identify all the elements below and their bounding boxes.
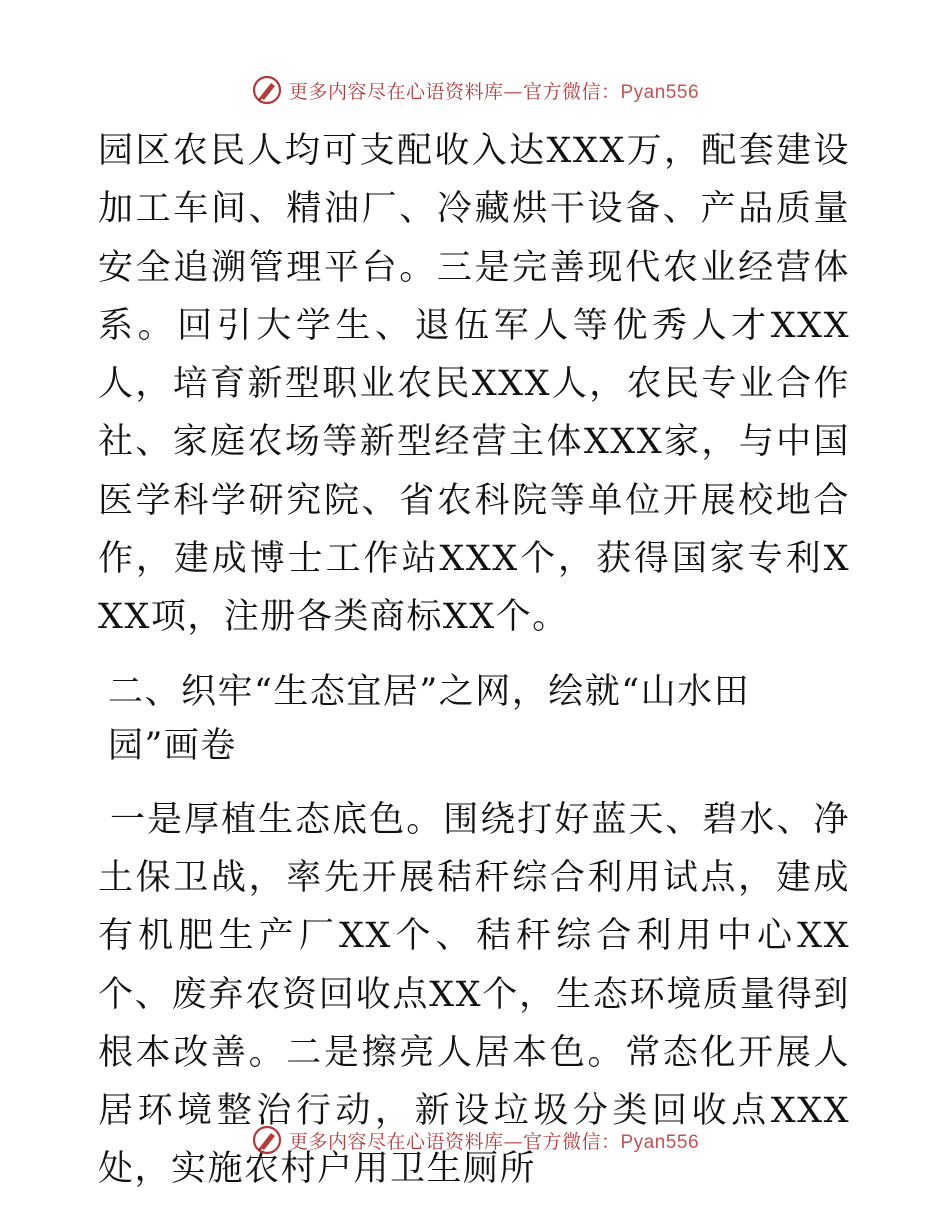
footer-watermark bbox=[0, 1120, 950, 1160]
document-body bbox=[98, 122, 850, 1199]
pen-circle-logo-icon bbox=[251, 74, 283, 106]
paragraph-2: 一是厚植生态底色。围绕打好蓝天、碧水、净土保卫战，率先开展秸秆综合利用试点，建成有机肥生产厂XX个、秸秆综合利用中心XX个、废弃农资回收点XX个，生态环境质量得到根本改善。二是擦亮人居本色。常态化开展人居环境整治行动，新设垃圾分类回收点XXX处，实施农村户用卫生厕所 bbox=[98, 799, 850, 1190]
watermark-text: 更多内容尽在心语资料库—官方微信：Pyan556 bbox=[288, 1130, 700, 1153]
pen-circle-logo-icon bbox=[251, 1124, 283, 1156]
paragraph-1: 园区农民人均可支配收入达XXX万，配套建设加工车间、精油厂、冷藏烘干设备、产品质量安全追溯管理平台。三是完善现代农业经营体系。回引大学生、退伍军人等优秀人才XXX人，培育新型职业农民XXX人，农民专业合作社、家庭农场等新型经营主体XXX家，与中国医学科学研究院、省农科院等单位开展校地合作，建成博士工作站XXX个，获得国家专利XXX项，注册各类商标XX个。 bbox=[98, 131, 850, 638]
header-watermark bbox=[0, 70, 950, 110]
watermark-text: 更多内容尽在心语资料库—官方微信：Pyan556 bbox=[288, 80, 700, 103]
section-heading-2: 二、织牢“生态宜居”之网，绘就“山水田园”画卷 bbox=[108, 671, 751, 766]
